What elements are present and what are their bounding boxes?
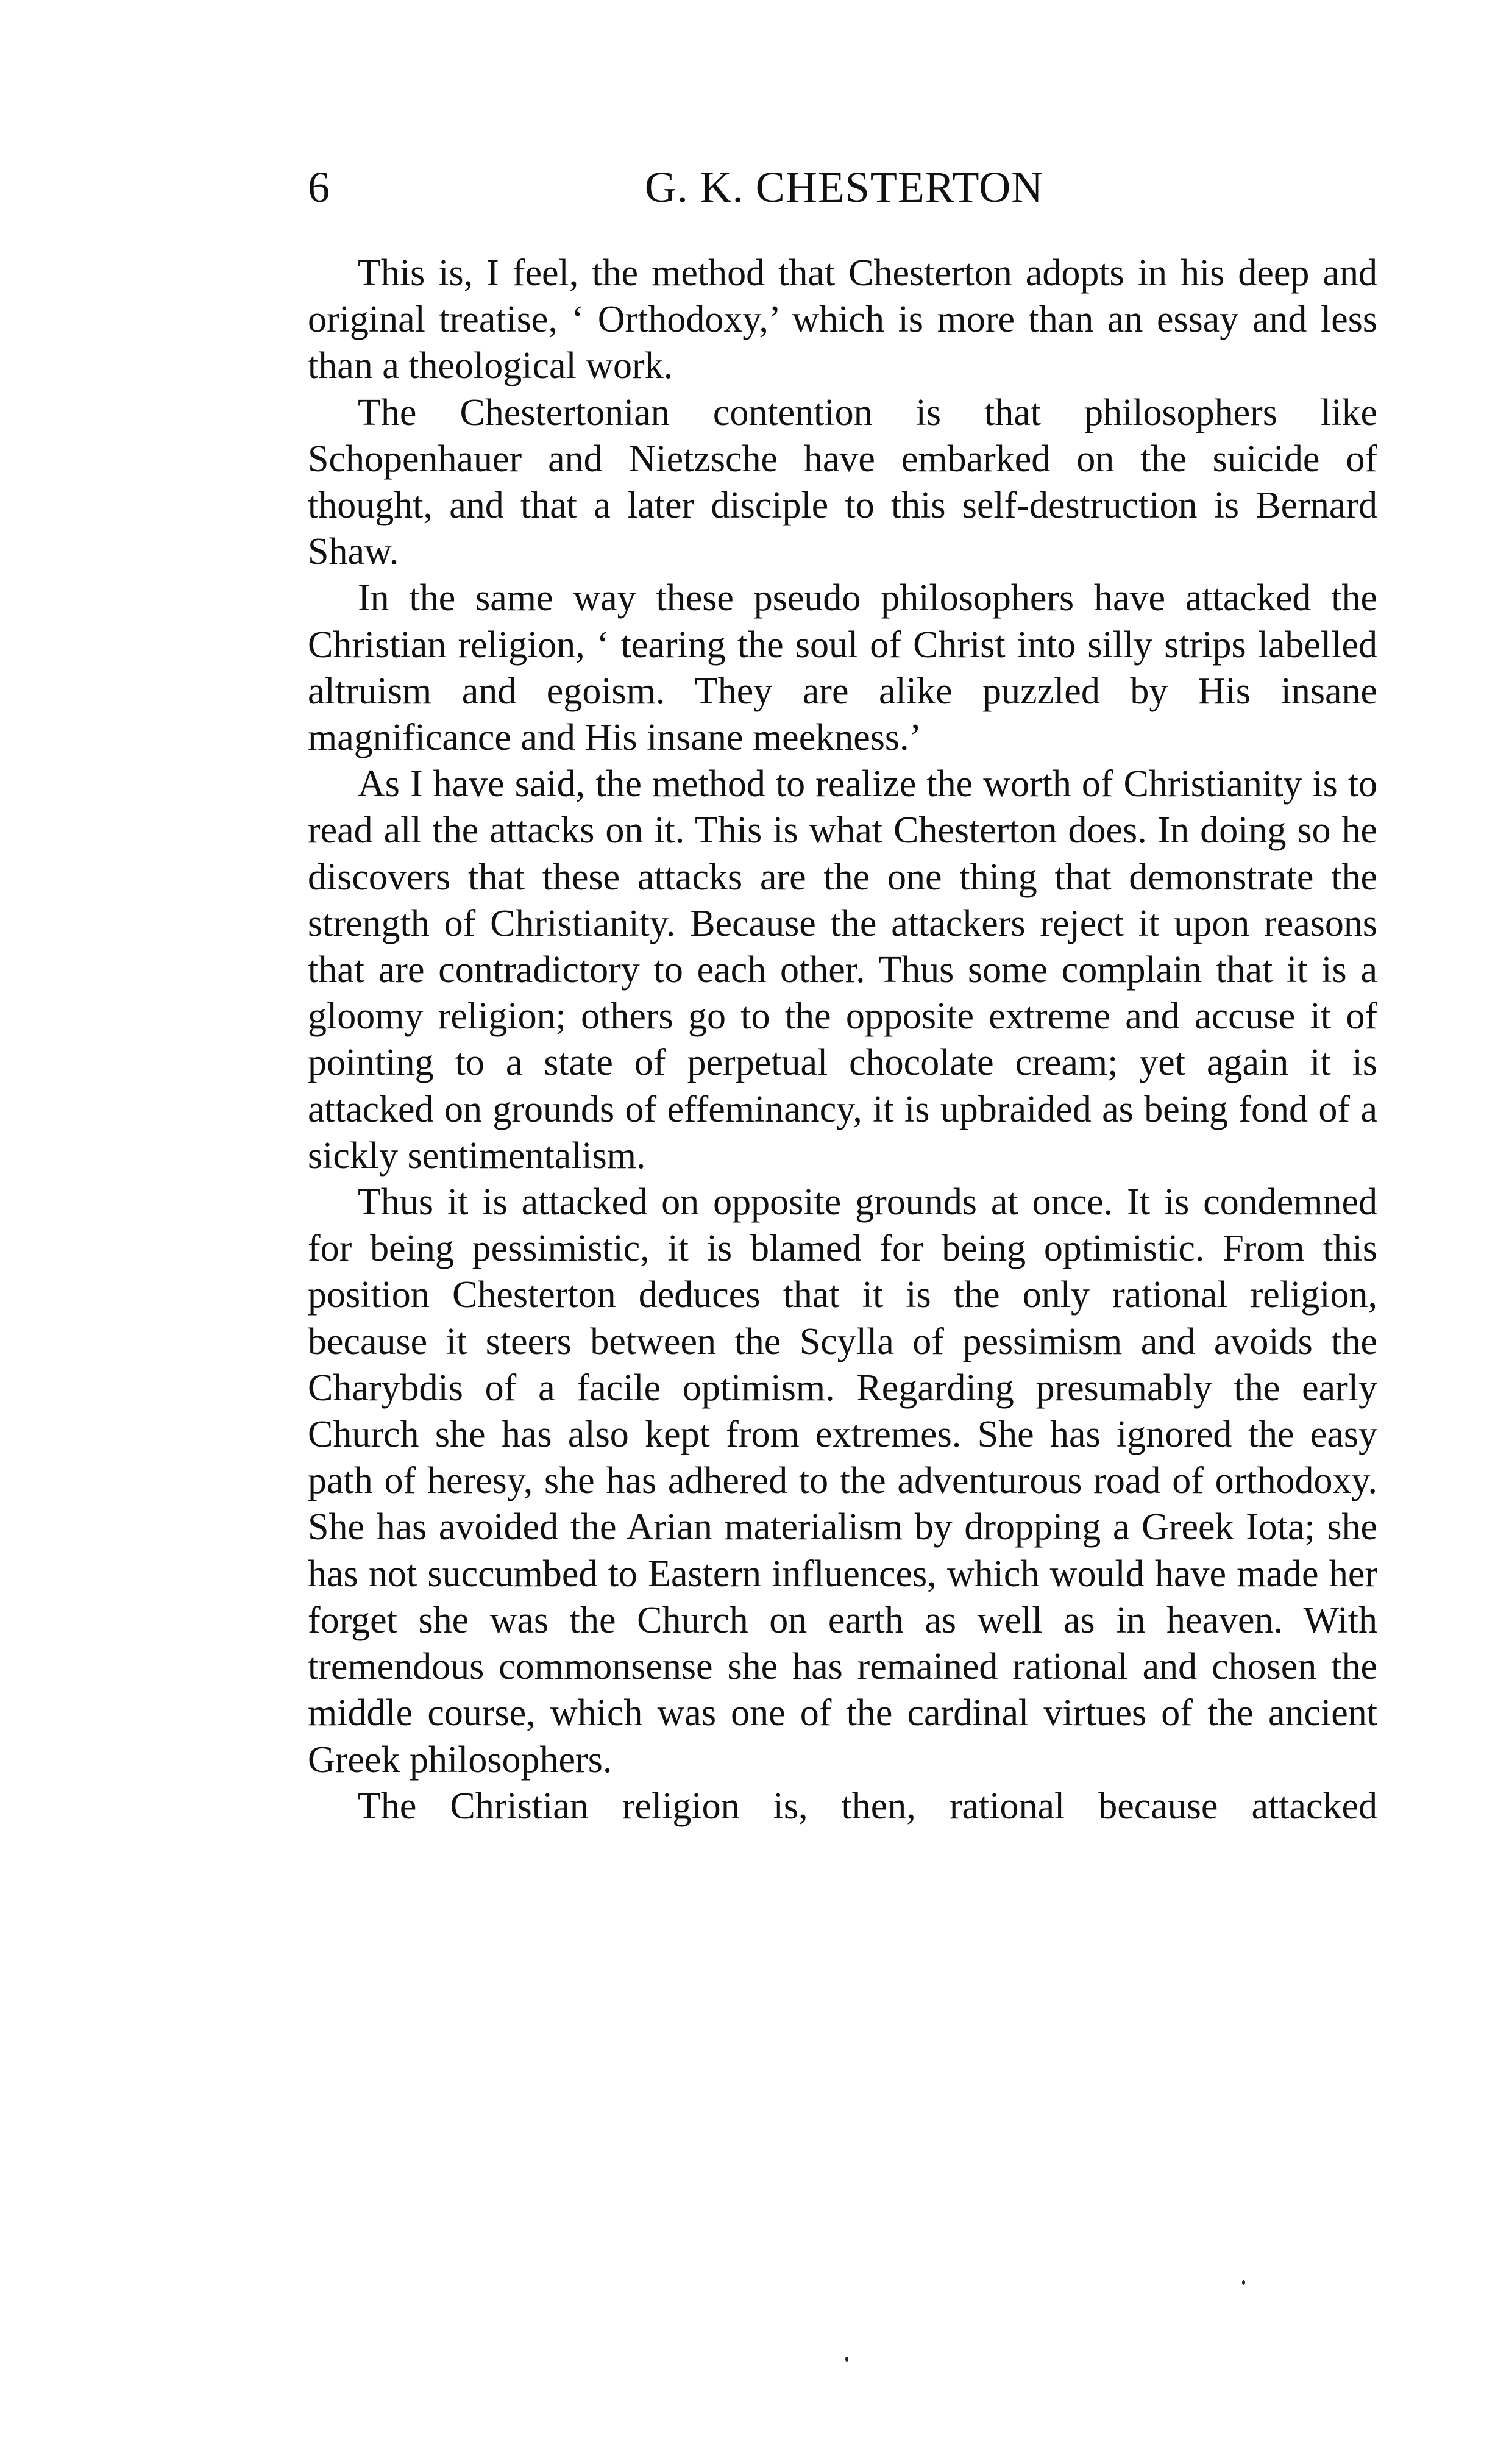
paragraph: Thus it is attacked on opposite grounds at once. It is condemned for being pessimistic, it is blamed for being optimistic. From this position Chesterton deduces that it is the only rational religion, because it steers between the Scylla of pessimism and avoids the Charybdis of a facile optimism. Regarding presumably the early Church she has also kept from extremes. She has ignored the easy path of heresy, she has adhered to the adventurous road of orthodoxy. She has avoided the Arian materialism by dropping a Greek Iota; she has not succumbed to Eastern influences, which would have made her forget she was the Church on earth as well as in heaven. With tremendous commonsense she has remained rational and chosen the middle course, which was one of the cardinal virtues of the ancient Greek philosophers. (308, 1181, 1377, 1781)
paragraph: The Christian religion is, then, rational because attacked (358, 1785, 1377, 1827)
running-head: G. K. CHESTERTON (644, 163, 1044, 212)
body-text (308, 250, 1377, 1829)
scan-speck (1242, 2280, 1245, 2285)
paragraph: This is, I feel, the method that Chesterton adopts in his deep and original treatise, ‘ Orthodoxy,’ which is more than an essay and less than a theological work. (308, 252, 1377, 387)
scan-speck (845, 2357, 848, 2362)
paragraph: In the same way these pseudo philosophers have attacked the Christian religion, ‘ tearing the soul of Christ into silly strips labelled altruism and egoism. They are alike puzzled by His insane magnificance and His insane meekness.’ (308, 577, 1377, 759)
paragraph: As I have said, the method to realize the worth of Christianity is to read all the attacks on it. This is what Chesterton does. In doing so he discovers that these attacks are the one thing that demonstrate the strength of Christianity. Because the attackers reject it upon reasons that are contradictory to each other. Thus some complain that it is a gloomy religion; others go to the opposite extreme and accuse it of pointing to a state of perpetual chocolate cream; yet again it is attacked on grounds of effeminancy, it is upbraided as being fond of a sickly sentimentalism. (308, 763, 1377, 1177)
page-number: 6 (308, 163, 330, 212)
paragraph: The Chestertonian contention is that philosophers like Schopenhauer and Nietzsche have embarked on the suicide of thought, and that a later disciple to this self-destruction is Bernard Shaw. (308, 391, 1377, 573)
page-header (308, 160, 1380, 215)
